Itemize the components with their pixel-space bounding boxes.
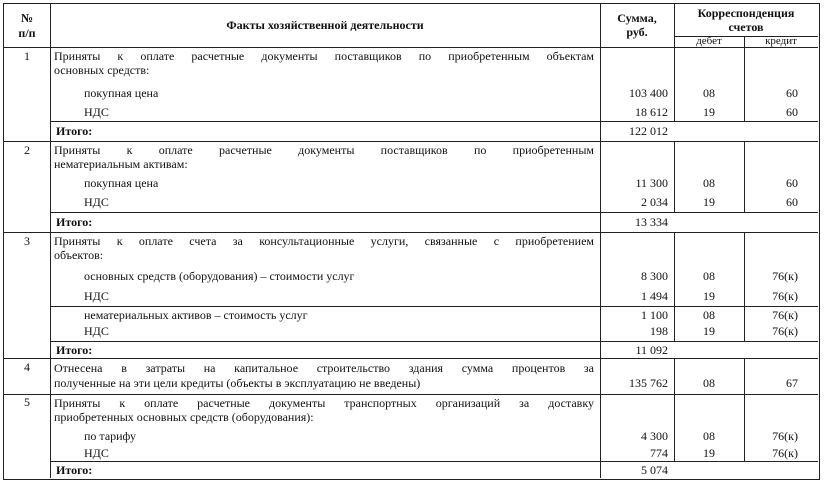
row-divider (50, 341, 818, 342)
entry-sum: 103 400 (629, 86, 668, 100)
column-divider (50, 4, 51, 478)
header-correspondence-line2: счетов (728, 20, 764, 34)
entry-sum: 2 034 (641, 195, 668, 209)
entry-credit: 76(к) (772, 308, 798, 322)
entry-sum: 18 612 (635, 105, 668, 119)
entry-debit: 08 (703, 176, 715, 190)
entry-sum: 198 (650, 324, 668, 338)
entry-debit: 08 (703, 86, 715, 100)
entry-credit: 60 (786, 195, 798, 209)
entry-description: нематериальным активам: (54, 157, 188, 171)
entry-description: Приняты к оплате расчетные документы поставщиков по приобретенным (54, 143, 594, 157)
row-divider (50, 121, 818, 122)
row-divider (4, 394, 818, 395)
entry-credit: 67 (786, 376, 798, 390)
entry-item-label: НДС (84, 195, 109, 209)
entry-item-label: покупная цена (84, 176, 159, 190)
entry-credit: 76(к) (772, 446, 798, 460)
entry-sum: 135 762 (629, 376, 668, 390)
header-sum-line1: Сумма, (617, 11, 657, 25)
row-number: 4 (24, 360, 30, 374)
entry-description: приобретенных основных средств (оборудования): (54, 410, 314, 424)
row-divider (50, 212, 818, 213)
entry-description: основных средств: (54, 63, 150, 77)
entry-sum: 774 (650, 446, 668, 460)
header-facts: Факты хозяйственной деятельности (226, 18, 424, 32)
row-divider (50, 461, 818, 462)
row-divider (4, 232, 818, 233)
entry-credit: 76(к) (772, 269, 798, 283)
entry-item-label: НДС (84, 446, 109, 460)
entry-debit: 19 (703, 446, 715, 460)
entry-sum: 8 300 (641, 269, 668, 283)
entry-debit: 08 (703, 376, 715, 390)
total-label: Итого: (56, 215, 93, 229)
row-number: 5 (24, 395, 30, 409)
entry-credit: 76(к) (772, 324, 798, 338)
header-sum-line2: руб. (626, 25, 648, 39)
entry-sum: 1 100 (641, 308, 668, 322)
total-sum: 5 074 (641, 463, 668, 477)
row-divider (4, 141, 818, 142)
entry-item-label: НДС (84, 105, 109, 119)
row-number: 3 (24, 234, 30, 248)
entry-item-label: по тарифу (84, 429, 137, 443)
total-sum: 13 334 (635, 215, 668, 229)
entry-item-label: основных средств (оборудования) – стоимости услуг (84, 269, 355, 283)
entry-sum: 11 300 (635, 176, 668, 190)
entry-item-label: нематериальных активов – стоимость услуг (84, 308, 308, 322)
row-number: 1 (24, 49, 30, 63)
entry-description: Приняты к оплате расчетные документы поставщиков по приобретенным объектам (54, 49, 594, 63)
entry-debit: 08 (703, 269, 715, 283)
entry-debit: 19 (703, 324, 715, 338)
entry-description: Приняты к оплате счета за консультационные услуги, связанные с приобретением (54, 234, 594, 248)
row-divider (4, 358, 818, 359)
row-number: 2 (24, 143, 30, 157)
entry-item-label: НДС (84, 289, 109, 303)
entry-credit: 60 (786, 176, 798, 190)
accounting-entries-table (3, 3, 820, 480)
header-credit: кредит (765, 35, 797, 47)
entry-sum: 1 494 (641, 289, 668, 303)
entry-item-label: НДС (84, 324, 109, 338)
entry-debit: 19 (703, 105, 715, 119)
entry-item-label: покупная цена (84, 86, 159, 100)
entry-description: объектов: (54, 248, 104, 262)
entry-sum: 4 300 (641, 429, 668, 443)
row-divider (50, 306, 818, 307)
entry-description: полученные на эти цели кредиты (объекты в эксплуатацию не введены) (54, 376, 421, 390)
entry-credit: 76(к) (772, 429, 798, 443)
total-sum: 122 012 (629, 124, 668, 138)
column-divider (600, 4, 601, 478)
entry-credit: 76(к) (772, 289, 798, 303)
header-number-line2: п/п (18, 26, 36, 40)
total-sum: 11 092 (635, 343, 668, 357)
entry-debit: 19 (703, 289, 715, 303)
entry-description: Приняты к оплате расчетные документы транспортных организаций за доставку (54, 396, 594, 410)
header-number-line1: № (20, 11, 34, 25)
entry-debit: 08 (703, 308, 715, 322)
entry-credit: 60 (786, 105, 798, 119)
header-correspondence-line1: Корреспонденция (697, 6, 795, 20)
header-debit: дебет (696, 35, 722, 47)
total-label: Итого: (56, 124, 93, 138)
entry-debit: 19 (703, 195, 715, 209)
entry-description: Отнесена в затраты на капитальное строительство здания сумма процентов за (54, 361, 594, 375)
entry-credit: 60 (786, 86, 798, 100)
total-label: Итого: (56, 463, 93, 477)
entry-debit: 08 (703, 429, 715, 443)
total-label: Итого: (56, 343, 93, 357)
